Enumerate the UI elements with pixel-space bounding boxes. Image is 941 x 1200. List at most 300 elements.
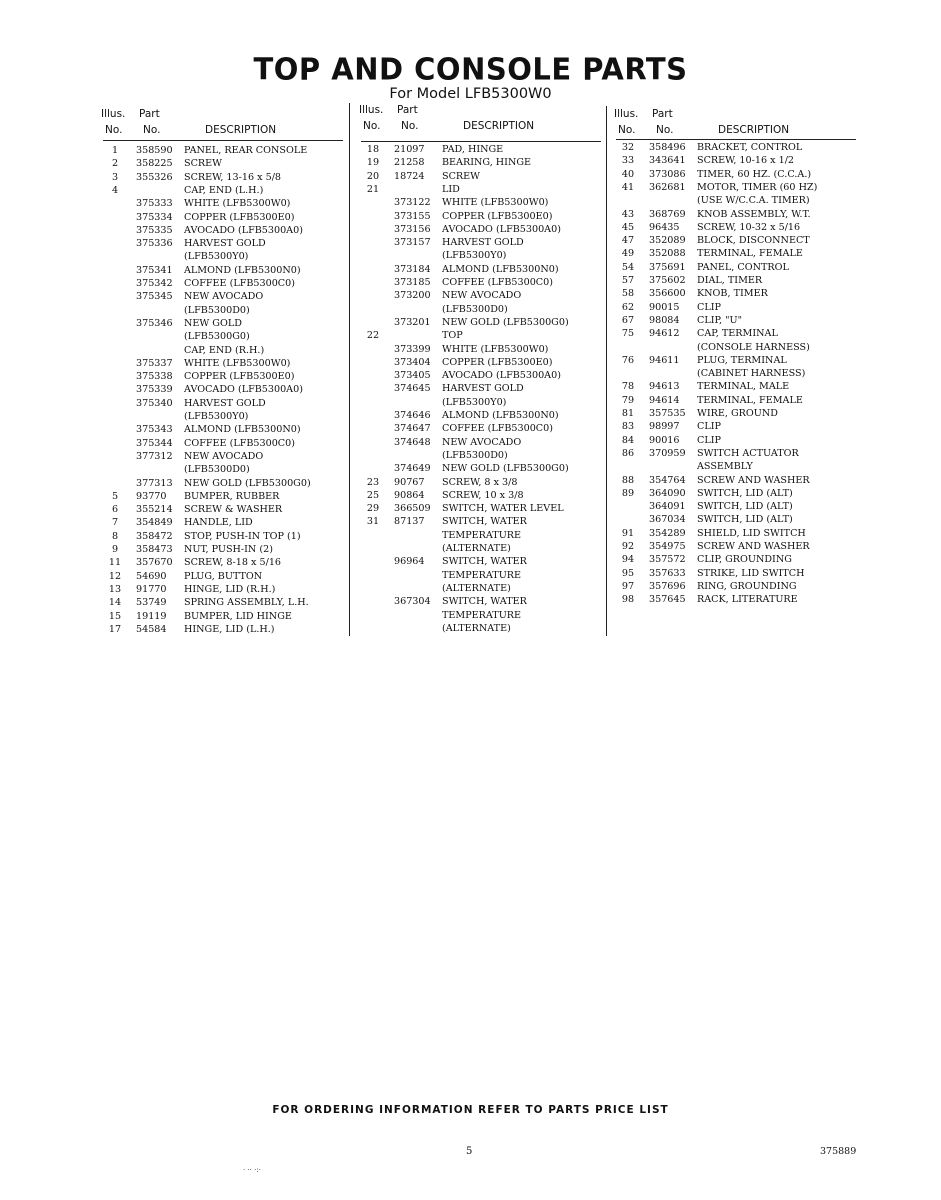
table-row	[361, 263, 606, 276]
part-description: SWITCH, LID (ALT)	[697, 487, 793, 499]
part-description: WHITE (LFB5300W0)	[184, 198, 291, 210]
table-row	[103, 583, 348, 596]
part-number: 357670	[136, 557, 173, 569]
table-row	[616, 527, 861, 540]
illus-number: 5	[111, 490, 119, 502]
part-number: 366509	[394, 503, 431, 515]
illus-number: 94	[621, 554, 635, 566]
part-description: COPPER (LFB5300E0)	[184, 371, 295, 383]
table-row	[103, 596, 348, 609]
part-number: 370959	[649, 447, 686, 459]
part-description: (USE W/C.C.A. TIMER)	[697, 195, 810, 207]
part-number: 375602	[649, 275, 686, 286]
part-number: 374645	[394, 383, 431, 395]
part-number: 343641	[649, 155, 686, 167]
table-row	[361, 223, 606, 236]
table-row	[361, 343, 606, 356]
table-row	[616, 407, 861, 420]
part-number: 375691	[649, 261, 686, 273]
table-row	[361, 489, 606, 502]
part-number: 375335	[136, 224, 173, 236]
table-row	[103, 623, 348, 636]
part-number: 96435	[649, 221, 680, 233]
part-description: SCREW, 13-16 x 5/8	[184, 171, 282, 183]
part-description: SCREW	[184, 158, 223, 170]
part-description: SHIELD, LID SWITCH	[697, 527, 806, 539]
illus-number: 33	[621, 155, 635, 167]
part-description: (CABINET HARNESS)	[697, 368, 806, 380]
table-row	[361, 622, 606, 635]
part-number: 358496	[649, 142, 686, 153]
table-row	[103, 463, 348, 476]
table-row	[103, 290, 348, 303]
part-number: 377312	[136, 450, 173, 462]
part-number: 94612	[649, 328, 680, 340]
part-description: (LFB5300Y0)	[442, 396, 507, 408]
part-number: 357535	[649, 408, 686, 419]
part-description: AVOCADO (LFB5300A0)	[442, 223, 561, 235]
part-number: 356600	[649, 288, 686, 300]
illus-number: 43	[621, 208, 635, 220]
table-row	[103, 397, 348, 410]
part-description: SCREW AND WASHER	[697, 474, 810, 486]
illus-number: 17	[108, 623, 122, 635]
part-description: TEMPERATURE	[442, 529, 522, 541]
part-number: 375334	[136, 211, 173, 223]
table-row	[103, 157, 348, 170]
table-row	[616, 394, 861, 407]
part-description: WIRE, GROUND	[697, 408, 778, 419]
illus-number: 45	[621, 221, 635, 233]
part-description: AVOCADO (LFB5300A0)	[442, 370, 561, 382]
part-number: 352089	[649, 235, 686, 247]
table-row	[361, 356, 606, 369]
column-divider	[349, 103, 350, 636]
part-description: ASSEMBLY	[697, 461, 753, 473]
part-description: TERMINAL, FEMALE	[697, 248, 803, 260]
part-description: COPPER (LFB5300E0)	[442, 356, 553, 368]
part-number: 373185	[394, 277, 431, 288]
part-description: SCREW, 10 x 3/8	[442, 489, 524, 501]
table-row	[361, 236, 606, 249]
illus-number: 13	[108, 583, 122, 595]
table-row	[361, 249, 606, 262]
illus-number: 1	[111, 145, 119, 156]
table-row	[361, 289, 606, 302]
table-row	[103, 357, 348, 370]
table-row	[361, 462, 606, 475]
part-description: WHITE (LFB5300W0)	[184, 357, 291, 369]
table-row	[616, 500, 861, 513]
table-row	[103, 237, 348, 250]
illus-number: 8	[111, 530, 119, 542]
header-no-illus: No.	[105, 124, 123, 136]
part-description: KNOB ASSEMBLY, W.T.	[697, 208, 811, 220]
illus-number: 76	[621, 354, 635, 366]
table-row	[361, 569, 606, 582]
part-number: 368769	[649, 208, 686, 220]
illus-number: 95	[621, 567, 635, 579]
table-row	[616, 434, 861, 447]
part-number: 358590	[136, 145, 173, 156]
part-number: 54584	[136, 623, 167, 635]
table-row	[103, 211, 348, 224]
table-row	[103, 530, 348, 543]
header-no-part: No.	[143, 124, 161, 136]
illus-number: 49	[621, 248, 635, 260]
part-description: SWITCH, WATER LEVEL	[442, 503, 564, 515]
part-number: 94613	[649, 381, 680, 393]
table-row	[361, 409, 606, 422]
part-description: KNOB, TIMER	[697, 288, 768, 300]
illus-number: 6	[111, 504, 119, 516]
table-row	[103, 516, 348, 529]
part-description: SCREW, 8-18 x 5/16	[184, 557, 282, 569]
header-no-illus: No.	[618, 124, 636, 136]
table-row	[361, 396, 606, 409]
part-number: 94614	[649, 394, 680, 406]
illus-number: 98	[621, 594, 635, 606]
part-description: TOP	[442, 330, 463, 342]
illus-number: 14	[108, 597, 122, 609]
part-description: WHITE (LFB5300W0)	[442, 197, 549, 209]
part-description: ALMOND (LFB5300N0)	[442, 263, 559, 275]
table-row	[361, 303, 606, 316]
part-description: (LFB5300D0)	[442, 449, 508, 461]
illus-number: 7	[111, 517, 119, 529]
part-number: 375341	[136, 264, 173, 276]
part-description: MOTOR, TIMER (60 HZ)	[697, 181, 818, 193]
part-description: SCREW	[442, 170, 481, 182]
part-number: 375333	[136, 198, 173, 210]
table-row	[616, 540, 861, 553]
part-number: 355326	[136, 171, 173, 183]
part-description: TEMPERATURE	[442, 609, 522, 621]
table-row	[616, 460, 861, 473]
part-description: (ALTERNATE)	[442, 622, 511, 634]
part-number: 367304	[394, 596, 431, 608]
table-row	[103, 317, 348, 330]
part-number: 354289	[649, 527, 686, 539]
table-row	[361, 422, 606, 435]
part-number: 53749	[136, 597, 167, 609]
table-row	[103, 171, 348, 184]
part-number: 357572	[649, 554, 686, 566]
part-number: 375343	[136, 424, 173, 436]
part-description: PANEL, CONTROL	[697, 261, 789, 273]
illus-number: 41	[621, 181, 635, 193]
table-row	[616, 261, 861, 274]
header-part: Part	[139, 108, 160, 120]
table-row	[361, 595, 606, 608]
part-number: 354975	[649, 541, 686, 552]
part-description: BUMPER, RUBBER	[184, 490, 280, 502]
table-row	[361, 502, 606, 515]
part-description: TIMER, 60 HZ. (C.C.A.)	[697, 168, 812, 180]
part-description: HARVEST GOLD	[184, 238, 266, 250]
part-number: 373157	[394, 237, 431, 249]
part-number: 374647	[394, 423, 431, 435]
table-row	[616, 234, 861, 247]
part-description: RACK, LITERATURE	[697, 594, 798, 606]
part-description: NEW GOLD	[184, 317, 242, 329]
table-row	[616, 301, 861, 314]
table-row	[103, 344, 348, 357]
header-no-part: No.	[656, 124, 674, 136]
table-row	[103, 277, 348, 290]
part-description: SWITCH, LID (ALT)	[697, 501, 793, 513]
table-row	[361, 196, 606, 209]
part-description: SWITCH, WATER	[442, 556, 527, 568]
part-description: CLIP	[697, 421, 721, 433]
part-number: 373122	[394, 197, 431, 209]
header-part: Part	[397, 104, 418, 116]
part-description: HINGE, LID (L.H.)	[184, 623, 275, 635]
part-description: SWITCH, WATER	[442, 516, 527, 528]
part-description: COFFEE (LFB5300C0)	[184, 437, 295, 449]
illus-number: 54	[621, 261, 635, 273]
table-row	[361, 316, 606, 329]
part-description: RING, GROUNDING	[697, 580, 797, 592]
part-number: 358472	[136, 530, 173, 542]
table-row	[616, 580, 861, 593]
part-number: 352088	[649, 248, 686, 260]
table-row	[616, 327, 861, 340]
part-description: ALMOND (LFB5300N0)	[184, 424, 301, 436]
illus-number: 15	[108, 610, 122, 622]
part-number: 375340	[136, 397, 173, 409]
illus-number: 22	[366, 330, 380, 342]
illus-number: 11	[108, 557, 122, 569]
table-row	[361, 382, 606, 395]
header-part: Part	[652, 108, 673, 120]
illus-number: 89	[621, 487, 635, 499]
part-number: 373200	[394, 290, 431, 302]
table-row	[103, 264, 348, 277]
illus-number: 18	[366, 144, 380, 155]
part-description: ALMOND (LFB5300N0)	[184, 264, 301, 276]
table-row	[361, 369, 606, 382]
part-description: CAP, TERMINAL	[697, 328, 778, 340]
part-description: (ALTERNATE)	[442, 543, 511, 554]
part-number: 373156	[394, 223, 431, 235]
part-description: (ALTERNATE)	[442, 582, 511, 594]
table-row	[103, 450, 348, 463]
part-description: LID	[442, 183, 460, 195]
illus-number: 23	[366, 476, 380, 488]
part-description: SCREW AND WASHER	[697, 541, 810, 552]
part-description: NEW GOLD (LFB5300G0)	[184, 477, 311, 489]
part-description: COFFEE (LFB5300C0)	[184, 278, 295, 289]
table-row	[616, 420, 861, 433]
table-row	[616, 274, 861, 287]
illus-number: 25	[366, 489, 380, 501]
part-description: NEW AVOCADO	[442, 436, 522, 448]
part-number: 90767	[394, 476, 425, 488]
table-row	[103, 437, 348, 450]
part-number: 375339	[136, 384, 173, 396]
part-number: 357645	[649, 594, 686, 606]
part-number: 375337	[136, 357, 173, 369]
part-number: 377313	[136, 477, 173, 489]
part-description: BLOCK, DISCONNECT	[697, 235, 810, 247]
header-rule	[361, 141, 601, 142]
part-number: 358473	[136, 544, 173, 555]
table-row	[616, 593, 861, 606]
table-row	[103, 144, 348, 157]
part-number: 21258	[394, 157, 425, 169]
part-number: 87137	[394, 516, 425, 528]
table-row	[103, 543, 348, 556]
table-row	[361, 210, 606, 223]
part-number: 364091	[649, 501, 686, 513]
part-number: 362681	[649, 181, 686, 193]
part-description: PLUG, TERMINAL	[697, 354, 787, 366]
part-number: 354849	[136, 517, 173, 529]
part-description: NEW GOLD (LFB5300G0)	[442, 316, 569, 328]
part-description: NEW AVOCADO	[442, 290, 522, 302]
part-number: 373184	[394, 263, 431, 275]
illus-number: 40	[621, 168, 635, 180]
part-number: 375336	[136, 238, 173, 250]
table-row	[361, 436, 606, 449]
table-row	[361, 156, 606, 169]
part-description: CAP, END (R.H.)	[184, 344, 265, 356]
header-no-illus: No.	[363, 120, 381, 132]
part-description: PANEL, REAR CONSOLE	[184, 145, 308, 156]
header-no-part: No.	[401, 120, 419, 132]
scan-artifact: · ·· ·:·	[243, 1166, 261, 1174]
illus-number: 84	[621, 434, 635, 446]
part-description: HINGE, LID (R.H.)	[184, 583, 276, 595]
part-number: 18724	[394, 170, 425, 182]
illus-number: 57	[621, 275, 635, 286]
part-description: COFFEE (LFB5300C0)	[442, 277, 553, 288]
part-description: (LFB5300D0)	[184, 304, 250, 316]
part-description: BUMPER, LID HINGE	[184, 610, 292, 622]
table-row	[616, 513, 861, 526]
part-number: 374646	[394, 410, 431, 421]
page-number: 5	[466, 1146, 473, 1157]
ordering-footer: FOR ORDERING INFORMATION REFER TO PARTS PRICE LIST	[272, 1104, 669, 1116]
part-number: 354764	[649, 474, 686, 486]
part-number: 90015	[649, 301, 680, 313]
part-number: 364090	[649, 487, 686, 499]
part-description: HARVEST GOLD	[442, 383, 524, 395]
part-number: 375342	[136, 278, 173, 289]
illus-number: 58	[621, 288, 635, 300]
part-description: SWITCH, LID (ALT)	[697, 514, 793, 526]
table-row	[616, 141, 861, 154]
illus-number: 9	[111, 544, 119, 555]
column-divider	[606, 106, 607, 636]
illus-number: 78	[621, 381, 635, 393]
part-number: 373404	[394, 356, 431, 368]
table-row	[103, 503, 348, 516]
table-row	[616, 447, 861, 460]
part-number: 90016	[649, 434, 680, 446]
table-row	[361, 582, 606, 595]
part-number: 373399	[394, 343, 431, 355]
part-description: STOP, PUSH-IN TOP (1)	[184, 530, 301, 542]
document-code: 375889	[820, 1146, 857, 1157]
table-row	[103, 304, 348, 317]
part-description: HARVEST GOLD	[184, 397, 266, 409]
table-row	[616, 168, 861, 181]
part-number: 357696	[649, 580, 686, 592]
header-description: DESCRIPTION	[718, 124, 790, 136]
table-row	[616, 208, 861, 221]
part-description: NEW GOLD (LFB5300G0)	[442, 463, 569, 475]
part-number: 98997	[649, 421, 680, 433]
part-description: CAP, END (L.H.)	[184, 184, 264, 196]
part-description: (LFB5300D0)	[442, 303, 508, 315]
part-description: COPPER (LFB5300E0)	[442, 210, 553, 222]
part-number: 375344	[136, 437, 173, 449]
table-row	[616, 221, 861, 234]
table-row	[361, 515, 606, 528]
table-row	[103, 410, 348, 423]
part-description: NUT, PUSH-IN (2)	[184, 544, 273, 555]
part-number: 94611	[649, 354, 680, 366]
part-number: 375345	[136, 291, 173, 303]
table-row	[103, 423, 348, 436]
part-number: 358225	[136, 158, 173, 170]
part-description: (LFB5300Y0)	[442, 250, 507, 262]
illus-number: 81	[621, 408, 635, 419]
table-row	[361, 449, 606, 462]
table-row	[103, 370, 348, 383]
part-number: 91770	[136, 583, 167, 595]
part-description: SCREW & WASHER	[184, 504, 283, 516]
table-row	[616, 567, 861, 580]
illus-number: 47	[621, 235, 635, 247]
part-description: CLIP, "U"	[697, 314, 743, 326]
part-description: TERMINAL, FEMALE	[697, 394, 803, 406]
illus-number: 19	[366, 157, 380, 169]
header-rule	[103, 140, 343, 141]
illus-number: 12	[108, 570, 122, 582]
part-description: HANDLE, LID	[184, 517, 253, 529]
part-number: 367034	[649, 514, 686, 526]
illus-number: 97	[621, 580, 635, 592]
part-number: 373155	[394, 210, 431, 222]
table-row	[361, 476, 606, 489]
page-subtitle: For Model LFB5300W0	[389, 86, 552, 102]
illus-number: 62	[621, 301, 635, 313]
part-description: TERMINAL, MALE	[697, 381, 790, 393]
table-row	[616, 194, 861, 207]
table-row	[616, 354, 861, 367]
part-number: 373086	[649, 168, 686, 180]
table-row	[361, 529, 606, 542]
table-row	[616, 367, 861, 380]
header-description: DESCRIPTION	[463, 120, 535, 132]
header-illus: Illus.	[359, 104, 384, 116]
table-row	[103, 570, 348, 583]
table-row	[616, 487, 861, 500]
part-description: (CONSOLE HARNESS)	[697, 341, 810, 353]
part-description: SWITCH ACTUATOR	[697, 447, 799, 459]
part-number: 54690	[136, 570, 167, 582]
header-illus: Illus.	[101, 108, 126, 120]
part-description: AVOCADO (LFB5300A0)	[184, 384, 303, 396]
part-number: 373405	[394, 370, 431, 382]
illus-number: 75	[621, 328, 635, 340]
table-row	[616, 154, 861, 167]
part-description: PAD, HINGE	[442, 144, 504, 155]
illus-number: 31	[366, 516, 380, 528]
